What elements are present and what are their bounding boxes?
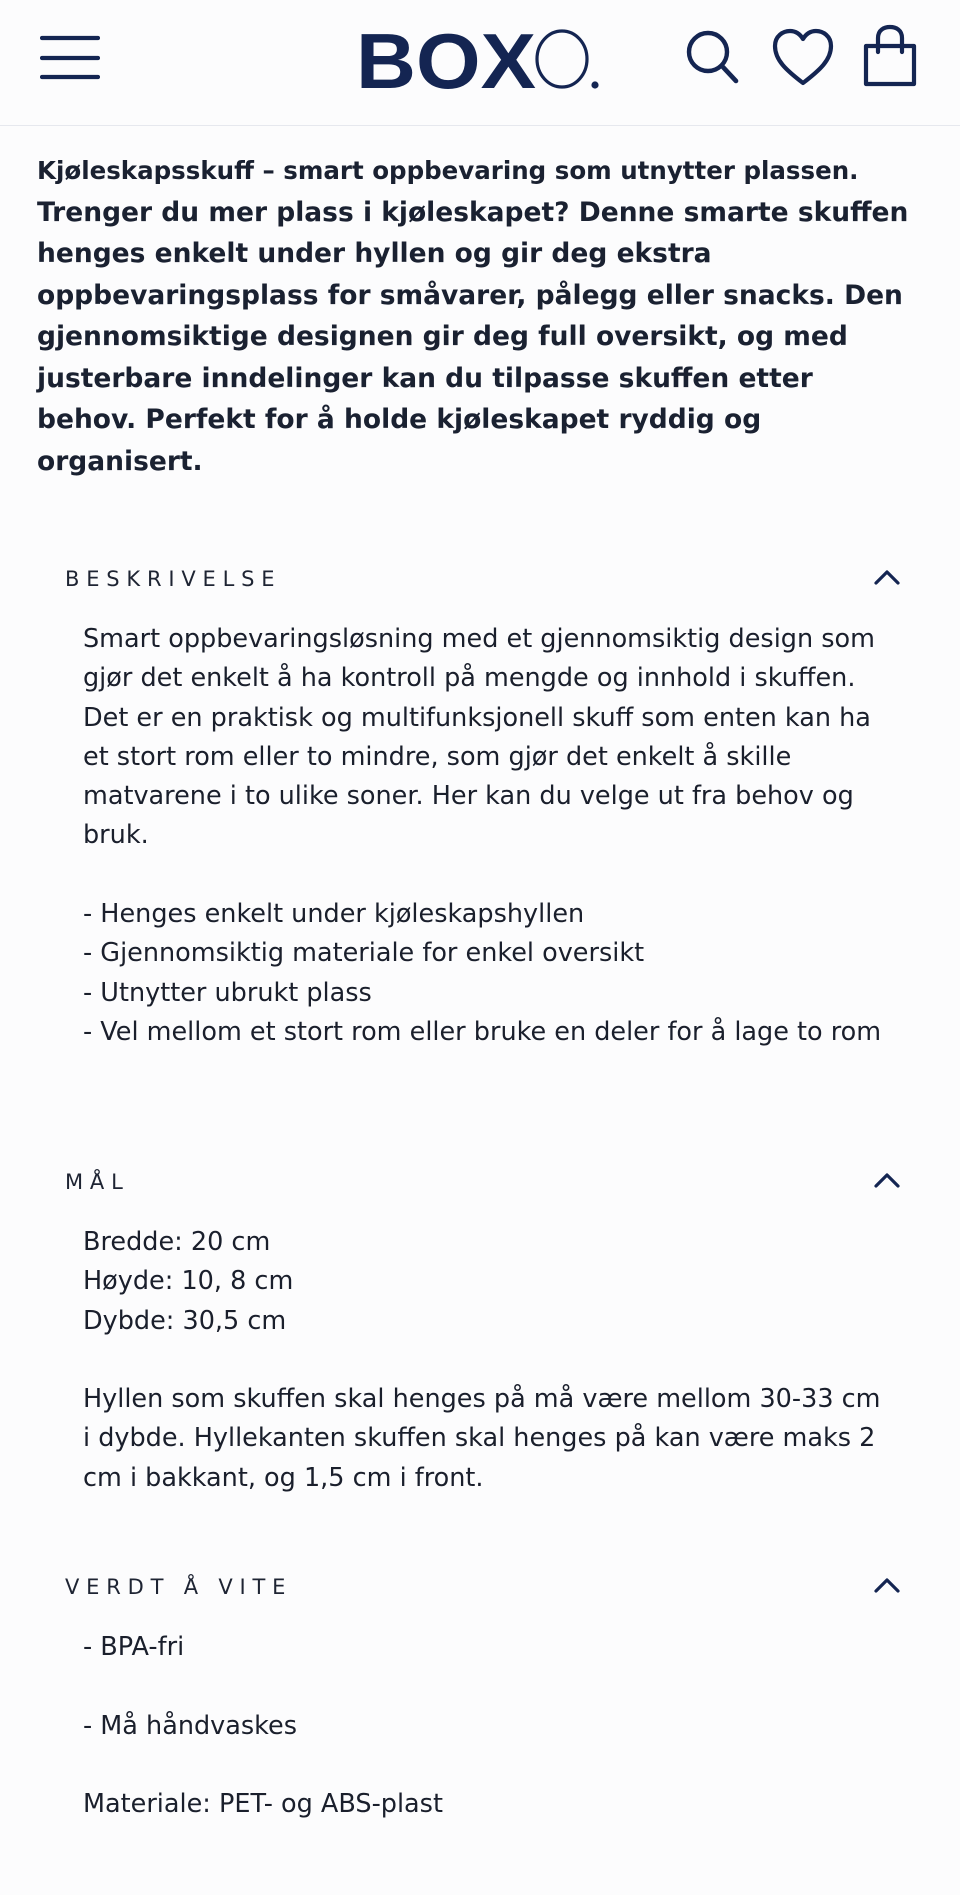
shopping-bag-icon[interactable]	[862, 24, 918, 88]
logo-dot	[591, 81, 598, 88]
info-bpa-free: - BPA-fri	[83, 1632, 185, 1662]
section-title: BESKRIVELSE	[65, 567, 282, 591]
dimension-height: Høyde: 10, 8 cm	[83, 1266, 294, 1297]
info-material: Materiale: PET- og ABS-plast	[83, 1789, 443, 1820]
list-item: - Gjennomsiktig materiale for enkel oversikt	[83, 938, 645, 969]
accordion-toggle-mal[interactable]	[65, 1163, 910, 1203]
site-header	[0, 0, 960, 126]
mounting-note: Hyllen som skuffen skal henges på må være mellom 30-33 cm i dybde. Hyllekanten skuffen skal henges på kan være maks 2 cm i bakkant, og 1,5 cm i front.	[83, 1384, 881, 1493]
intro-lead: Kjøleskapsskuff – smart oppbevaring som utnytter plassen.	[37, 156, 859, 185]
heart-icon[interactable]	[772, 28, 834, 88]
chevron-up-icon[interactable]	[874, 568, 900, 586]
dimension-depth: Dybde: 30,5 cm	[83, 1305, 287, 1336]
description-paragraph: Smart oppbevaringsløsning med et gjennomsiktig design som gjør det enkelt å ha kontroll på mengde og innhold i skuffen. Det er en praktisk og multifunksjonell skuff som enten kan ha et stort rom eller to mindre, som gjør det enkelt å skille matvarene i to ulike soner. Her kan du velge ut fra behov og bruk.	[83, 624, 875, 851]
brand-logo[interactable]	[356, 16, 606, 96]
section-title: MÅL	[65, 1170, 130, 1194]
search-icon[interactable]	[684, 28, 740, 88]
section-content	[83, 620, 883, 1052]
info-hand-wash: - Må håndvaskes	[83, 1710, 298, 1741]
list-item: - Henges enkelt under kjøleskapshyllen	[83, 899, 585, 930]
logo-o-letter	[537, 31, 587, 87]
dimension-width: Bredde: 20 cm	[83, 1227, 271, 1257]
section-content	[83, 1628, 883, 1824]
chevron-up-icon[interactable]	[874, 1171, 900, 1189]
intro-body: Trenger du mer plass i kjøleskapet? Denne smarte skuffen henges enkelt under hyllen og gir deg ekstra oppbevaringsplass for småvarer, pålegg eller snacks. Den gjennomsiktige designen gir deg full oversikt, og med justerbare inndelinger kan du tilpasse skuffen etter behov. Perfekt for å holde kjøleskapet ryddig og organisert.	[37, 196, 909, 477]
list-item: - Vel mellom et stort rom eller bruke en deler for å lage to rom	[83, 1016, 882, 1047]
list-item: - Utnytter ubrukt plass	[83, 977, 372, 1008]
chevron-up-icon[interactable]	[874, 1576, 900, 1594]
accordion-toggle-verdt-a-vite[interactable]	[65, 1568, 910, 1608]
hamburger-menu-icon[interactable]	[40, 30, 100, 80]
logo-text-bold: BOX	[356, 17, 536, 96]
section-title: VERDT Å VITE	[65, 1575, 293, 1599]
accordion-toggle-beskrivelse[interactable]	[65, 560, 910, 600]
section-content	[83, 1223, 883, 1498]
product-intro	[37, 150, 917, 482]
